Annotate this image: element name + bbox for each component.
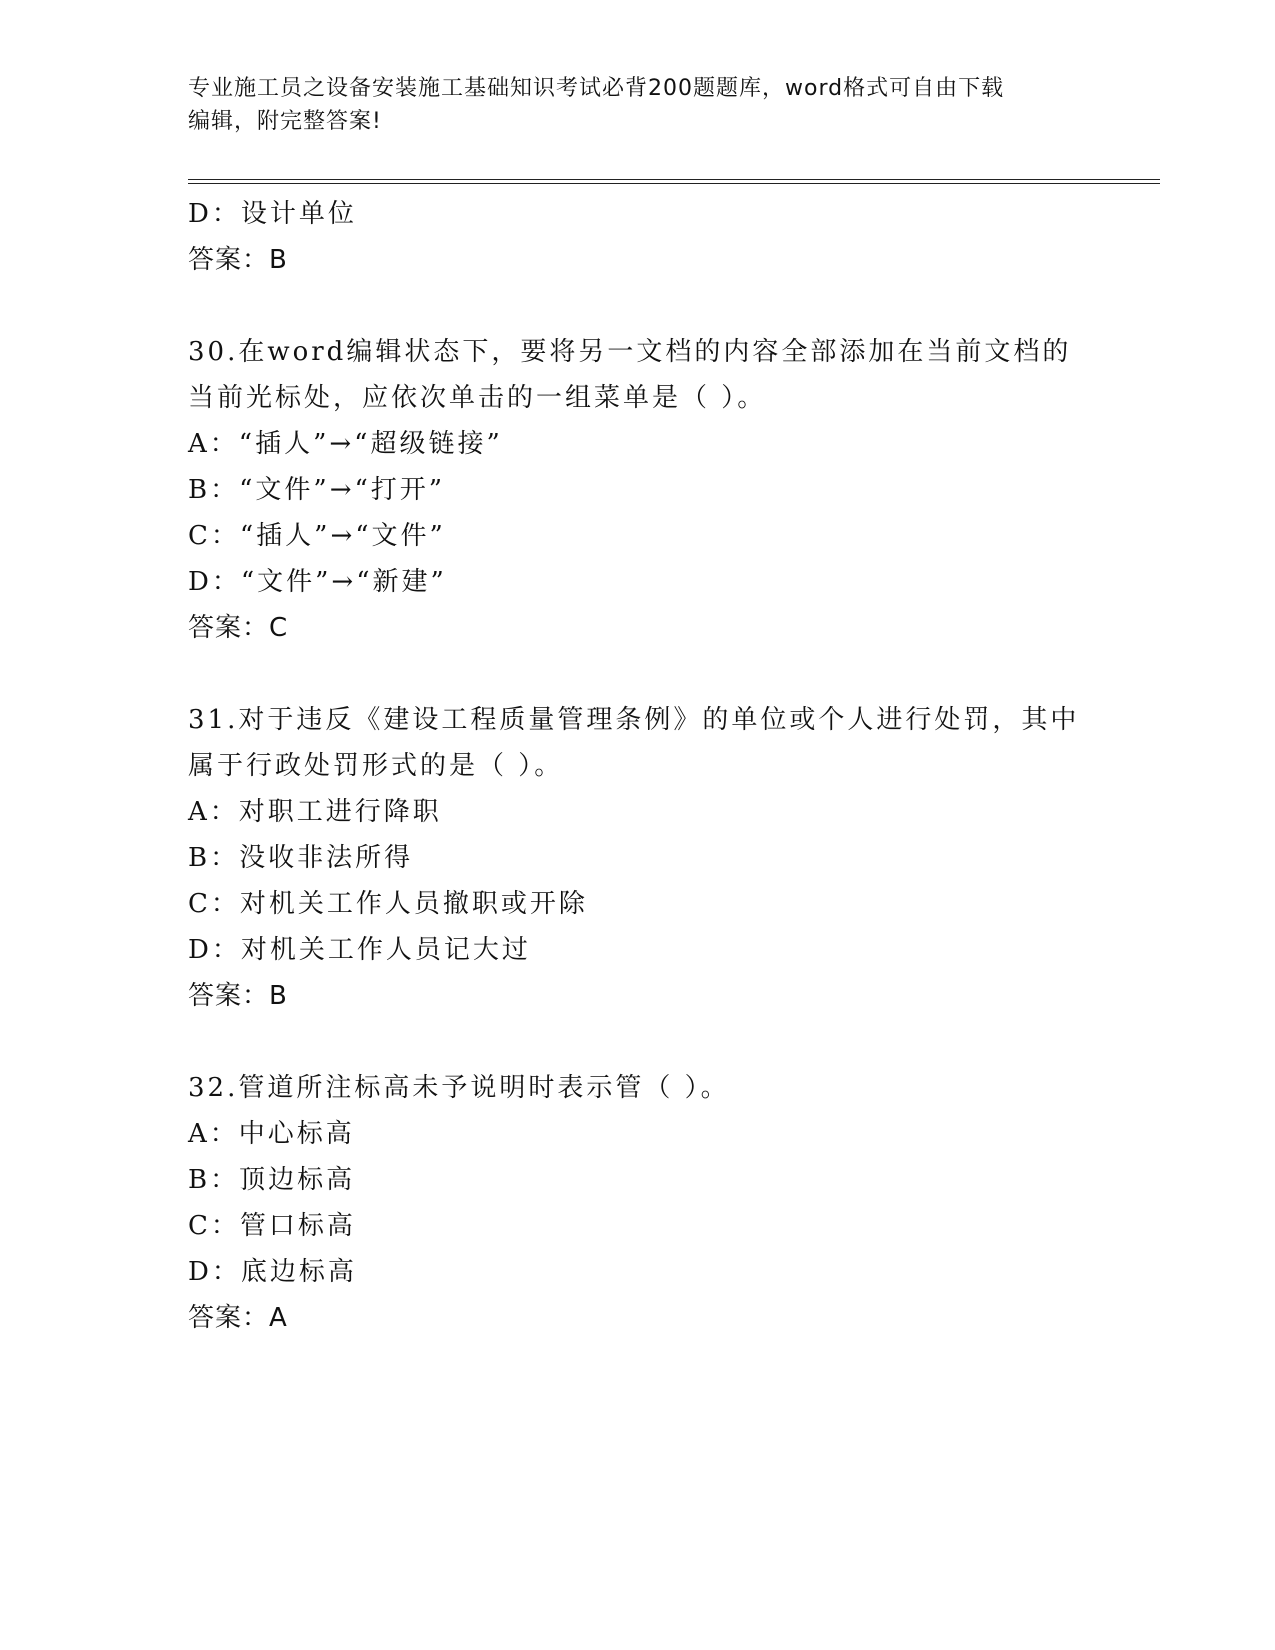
document-body [188, 191, 1088, 1341]
question-text-line: 当前光标处，应依次单击的一组菜单是（ ）。 [188, 383, 767, 413]
option-c: C：对机关工作人员撤职或开除 [188, 889, 588, 919]
question-30 [188, 329, 1088, 651]
option-b: B：没收非法所得 [188, 843, 414, 873]
answer-line: 答案：C [188, 613, 289, 643]
answer-line: 答案：B [188, 245, 288, 275]
option-a: A：中心标高 [188, 1119, 355, 1149]
question-32 [188, 1065, 1088, 1341]
option-d: D：“文件”→“新建” [188, 567, 447, 597]
question-text-line: 属于行政处罚形式的是（ ）。 [188, 751, 564, 781]
option-a: A：对职工进行降职 [188, 797, 442, 827]
question-text-line: 32.管道所注标高未予说明时表示管（ ）。 [188, 1073, 730, 1103]
option-d: D：设计单位 [188, 199, 357, 229]
option-d: D：底边标高 [188, 1257, 357, 1287]
header-line-1: 专业施工员之设备安装施工基础知识考试必背200题题库，word格式可自由下载 [188, 76, 1005, 101]
option-b: B：“文件”→“打开” [188, 475, 446, 505]
answer-line: 答案：B [188, 981, 288, 1011]
option-b: B：顶边标高 [188, 1165, 356, 1195]
question-31 [188, 697, 1088, 1019]
previous-question-tail [188, 191, 1088, 283]
header-divider [188, 179, 1160, 184]
option-d: D：对机关工作人员记大过 [188, 935, 531, 965]
question-text-line: 30.在word编辑状态下，要将另一文档的内容全部添加在当前文档的 [188, 337, 1072, 367]
option-c: C：“插人”→“文件” [188, 521, 446, 551]
answer-line: 答案：A [188, 1303, 288, 1333]
option-c: C：管口标高 [188, 1211, 356, 1241]
page-header [188, 72, 1088, 138]
question-text-line: 31.对于违反《建设工程质量管理条例》的单位或个人进行处罚，其中 [188, 705, 1080, 735]
option-a: A：“插人”→“超级链接” [188, 429, 503, 459]
header-line-2: 编辑，附完整答案! [188, 109, 382, 134]
